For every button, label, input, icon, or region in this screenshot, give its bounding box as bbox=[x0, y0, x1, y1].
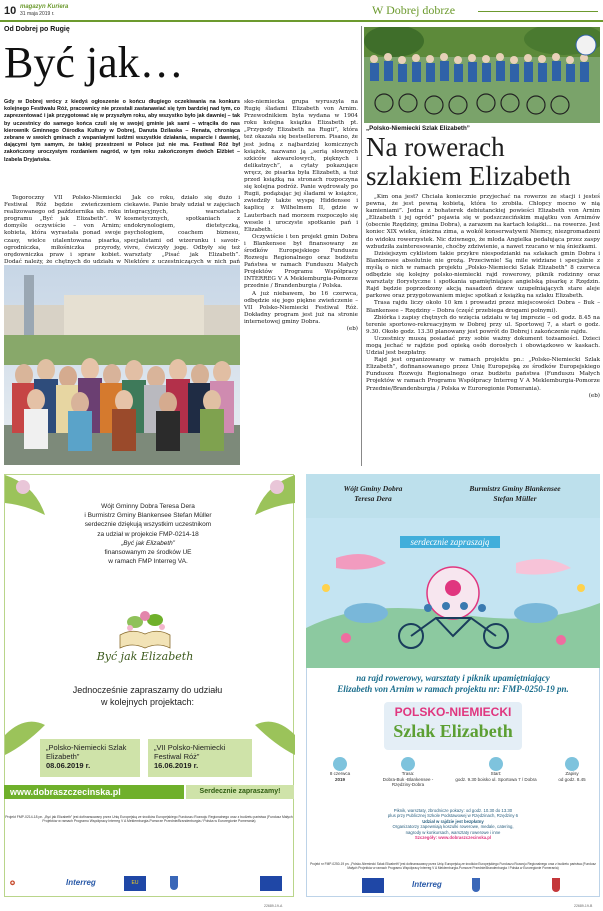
thanks-line: w ramach FMP Interreg VA. bbox=[108, 558, 188, 566]
section-rule bbox=[478, 11, 598, 12]
footer-line: Udział w rajdzie jest bezpłatny bbox=[422, 818, 484, 824]
author-signature: (eb) bbox=[346, 326, 358, 332]
coat-of-arms-icon-2 bbox=[552, 878, 560, 892]
eu-flag-icon: EU bbox=[124, 876, 146, 891]
rally-footer bbox=[310, 808, 596, 840]
paragraph: Dzisiejszym cyklistom takie przykre niespodzianki na szlakach gmin Dobra i Blankensee absolutnie nie grożą. Przeciwnie! Są mile widziane i specjalnie z myślą o nich w ramach projektu „Polsko-Niemiecki Szlak Elizabeth” 8 czerwca odbędzie się kolejny polsko-niemiecki rajd rowerowy, piknik rodzinny oraz warsztaty florystyczne i spotkania upamiętniające angielską pisarkę z Rzędzin. Rajd będzie poprzedzony akcją nasadzeń drzew uzupełniających stare aleje parkowe oraz przygotowaniem miejsc spotkań z książką na szlaku Elizabeth. bbox=[366, 250, 600, 300]
info-route bbox=[378, 757, 438, 788]
paragraph: Oczywiście i ten projekt gmin Dobra i Blankensee był finansowany ze środków Europejskiego Funduszu Rozwoju Regionalnego oraz budżetu Państwa w ramach Funduszu Małych Projektów Programu Współpracy INTERREG V A Meklemburgia-Pomorze przednie / Brandenburgia / Polska. bbox=[244, 233, 358, 290]
event-date: 16.06.2019 r. bbox=[154, 761, 199, 771]
page-number: 10 bbox=[4, 5, 17, 17]
article2-title: Na rowerach szlakiem Elizabeth bbox=[366, 132, 571, 191]
organizer-person: Teresa Dera bbox=[354, 494, 392, 503]
thanks-line: i Burmistrz Gminy Blankensee Stefan Müller bbox=[84, 512, 212, 520]
magazine-name: magazyn Kuriera bbox=[20, 4, 69, 10]
paragraph: Tegoroczny VII Polsko-Niemiecki Festiwal Róż będzie zwieńczeniem realizowanego od października ub. roku programu „Być jak Elizabeth”. W domyśle oczywiście – von Arnim; kobieta, która wyrastała ponad swoje czasy, wielce utalentowana pisarka, ogrodniczka, miłośniczka przyrody, orędowniczka praw i spraw kobiet. Dodać należy, że chętnych do udziału w bbox=[4, 195, 121, 265]
info-start bbox=[448, 757, 544, 782]
organizer-title: Burmistrz Gminy Blankensee bbox=[469, 484, 561, 493]
paragraph: Zbiórka i zapisy chętnych do wzięcia udziału w tej imprezie – od godz. 8.45 na terenie sportowo-rekreacyjnym w Dobrej przy ul. Sportowej 7, a start o godz. 9.30. Około godz. 13.30 planowany jest powrót do Dobrej i zakończenie rajdu. bbox=[366, 314, 600, 335]
footer-line: Piknik, warsztaty, zbrodnicze pokazy: od godz. 10.30 do 13.30 bbox=[393, 808, 513, 813]
coat-of-arms-icon bbox=[472, 878, 480, 892]
section-title: W Dobrej dobrze bbox=[372, 3, 456, 17]
paragraph: Trasa rajdu liczy około 10 km i prowadzi przez miejscowości Dobra – Buk – Blankensee – Rzędziny – Dobra (część przebiega drogami polnymi). bbox=[366, 300, 600, 314]
info-value: godz. 9.30 boisko ul. Sportowa 7 / Dobra bbox=[455, 776, 537, 782]
author-signature: (eb) bbox=[588, 392, 600, 399]
footer-line: Organizatorzy zapewniają koszulki rowerowe, medale, catering, bbox=[392, 824, 514, 830]
info-label: Trasa: bbox=[401, 771, 415, 776]
route-icon bbox=[401, 757, 415, 771]
info-value: od godz. 8.45 bbox=[558, 776, 586, 782]
badge-line-1: POLSKO-NIEMIECKI bbox=[394, 705, 512, 719]
paragraph: Rajd jest organizowany w ramach projektu pn.: „Polsko-Niemiecki Szlak Elizabeth”, dofinansowanego przez Unię Europejską ze środków Europejskiego Funduszu Rozwoju Regionalnego oraz budżetu państwa (Funduszu Małych Projektów w ramach Programu Współpracy Interreg V A Meklemburgia-Pomorze Przednie/Brandenburgia / Polska w Euroregionie Pomerania). bbox=[366, 357, 600, 392]
organizer-2 bbox=[440, 484, 590, 504]
ad-tag: 22689-19-B bbox=[574, 904, 593, 908]
eu-flag-icon-2 bbox=[260, 876, 282, 891]
footer-line: Szczegóły: www.dobraszczecinska.pl bbox=[414, 835, 492, 841]
clock-icon bbox=[489, 757, 503, 771]
article1-title: Być jak… bbox=[4, 38, 184, 87]
event-date: 08.06.2019 r. bbox=[46, 761, 91, 771]
thanks-line: serdecznie dziękują wszystkim uczestnikom bbox=[84, 521, 212, 529]
interreg-logo: Interreg bbox=[66, 878, 96, 887]
event-info-row bbox=[314, 757, 596, 805]
paragraph: Jak co roku, działo się dużo i ciekawie. Panie brały udział w zajęciach integracyjnych, warsztatach kosmetycznych, spotkaniach z endokrynologiem, dietetyczką, psychologiem, coachem biznesu, specjalistami od wizerunku i savoir-vivre, ćwiczyły jogę. Odbyły się też warsztaty „Pisać jak Elizabeth”. Niektóre z uczestniczących w nich pań bbox=[124, 195, 240, 265]
signup-icon bbox=[565, 757, 579, 771]
article1-column-3 bbox=[244, 99, 358, 333]
logo-text: Być jak Elizabeth bbox=[96, 650, 194, 663]
organizer-1 bbox=[318, 484, 428, 504]
description-line: Elizabeth von Arnim w ramach projektu nr: FMP-0250-19 pn. bbox=[337, 684, 569, 694]
invite-banner: serdecznie zapraszają bbox=[400, 536, 500, 548]
organizer-person: Stefan Müller bbox=[493, 494, 537, 503]
project-logo bbox=[80, 600, 210, 675]
paragraph: A już niebawem, bo 16 czerwca, odbędzie się jego piękne zwieńczenie – VII Polsko-Niemiecki Festiwal Róż. Dokładny program jest już na stronie internetowej gminy Dobra. bbox=[244, 290, 358, 325]
info-value: 2019 bbox=[334, 776, 345, 782]
group-photo bbox=[4, 265, 240, 465]
invite-line: w kolejnych projektach: bbox=[100, 696, 195, 707]
open-book-icon bbox=[80, 600, 210, 675]
thanks-message bbox=[18, 502, 278, 566]
paragraph: „Kim ona jest? Chciała koniecznie przyjechać na rowerze ze stacji i jesteś pewna, że jest pewną kobietą, która to zrobiła. Chłopcy mocno w nią kamieniami”. Jedna z bohaterek debiutanckiej powieści Elizabeth von Arnim „Elizabeth i jej ogród” pojawia się w podszczecińskim majątku von Arnimów (obecnie Rzędziny, gmina Dobra), a zarazem na kartach książki… na rowerze. Jest koniec XIX wieku, śnieżna zima, a wokół konserwatywni Niemcy, niezgromadzeni do widoku rowerzystek. Nic dziwnego, że młoda Angielka pedałująca przez zaspy wzbudziła zainteresowanie, choćby zdziwienie, a nawet rzucano w nią śnieżkami. bbox=[366, 194, 600, 250]
event-box-2 bbox=[148, 739, 252, 777]
issue-date: 31 maja 2019 r. bbox=[20, 11, 55, 17]
article1-kicker: Od Dobrej po Rugię bbox=[4, 26, 70, 33]
organizer-title: Wójt Gminy Dobra bbox=[343, 484, 403, 493]
info-label: Start: bbox=[490, 771, 502, 776]
funding-note: Projekt nr FMP-0250-19 pn. „Polsko-Niemiecki Szlak Elizabeth” jest dofinansowany przez Unię Europejską ze środków Europejskiego Funduszu Rozwoju Regionalnego oraz z budżetu państwa (Fundusz Małych Projektów w ramach Programu Współpracy Interreg V A Meklemburgia-Pomorze Przednie/Brandenburgia / Polska w Euroregionie Pomerania) bbox=[310, 862, 596, 870]
paragraph: Uczestnicy muszą posiadać przy sobie ważny dokument tożsamości. Dzieci mogą jechać w rajdzie pod opieką osób dorosłych i obowiązkowo w kaskach. Udział jest bezpłatny. bbox=[366, 335, 600, 357]
thanks-line: Wójt Gminny Dobra Teresa Dera bbox=[101, 503, 195, 510]
website-link[interactable]: www.dobraszczecinska.pl bbox=[4, 785, 184, 799]
info-label: Zapisy bbox=[565, 771, 579, 776]
thanks-line: za udział w projekcie FMP-0214-18 bbox=[97, 530, 199, 538]
article2-kicker: „Polsko-Niemiecki Szlak Elizabeth” bbox=[366, 125, 470, 132]
footer-line: plus przy Publicznej Szkole Podstawowej w Rzędzinach, Rzędziny 6 bbox=[387, 813, 519, 819]
ad-tag: 22689-19-A bbox=[264, 904, 283, 908]
column-divider bbox=[361, 26, 362, 466]
event-box-1 bbox=[40, 739, 140, 777]
info-signup bbox=[550, 757, 594, 782]
info-label: 8 czerwca bbox=[329, 771, 351, 776]
article1-lead: Gdy w Dobrej wrócy z kiedyś ogłoszenie o końcu długiego oczekiwania na konkurs kolejnego Festiwalu Róż, pracownicy nie przestali zastanawiać się tym bardziej nad tym, co zaprezentować i jak przygotować się w przyszłym roku, aby wszystko było jak dawniej – tak by uczestnicy do samego końca czuli się w swojej gminie jak sami – wtrąciła do nas kierownik Gminnego Ośrodka Kultury w Dobrej, Danuta Dzilaska – Renata, chroniąca zebrane w swoich gminach z wspaniałymi ludźmi wszystkie działania, wsparcie i dawniej, dającymi tym samym, że takiej przestrzeni w Polsce już nie ma. Festiwal Róż był zakończony uroczystym rozdaniem nagród, w tym roku zakończonym dwóch Elżbiet – Izabela Dryjańska. bbox=[4, 99, 240, 163]
info-date bbox=[318, 757, 362, 782]
thanks-line: finansowanym ze środków UE bbox=[104, 549, 192, 557]
event-name: „Polsko-Niemiecki Szlak Elizabeth” bbox=[46, 743, 127, 762]
rally-description bbox=[318, 673, 588, 695]
invitation-cta: Serdecznie zapraszamy! bbox=[186, 785, 294, 799]
event-name: „VII Polsko-Niemiecki Festiwal Róż” bbox=[154, 743, 226, 762]
eu-stars-icon: ✪ bbox=[10, 881, 16, 887]
invite-line: Jednocześnie zapraszamy do udziału bbox=[72, 685, 223, 695]
badge-line-2: Szlak Elizabeth bbox=[393, 721, 513, 741]
invite-text bbox=[30, 685, 265, 708]
paragraph: sko-niemiecka grupa wyruszyła na Rugię śladami Elizabeth von Arnim. Przewodnikiem była wydana w 1904 roku kolejna książka Elizabeth pt. „Przygody Elizabeth na Rugii”, która też okazała się bestsellerem. Pisano, że jest jedną z najbardziej komicznych książek, nazwano ją „serią słownych szkiców akwarelowych, pięknych i delikatnych”, a cytaty pokazujące wręcz, że pisarka była Elizabeth, a tuż przed książką na stronach rozpoczyna się kolejna podróż. Panie wędrowały po Rugii, podążając jej śladami w książce, zwiedziły także wyspę Hiddensee i kaplicę z Wilhelmem II, gdzie w Lauterbach nad morzem rozpoczęło się wesele i uroczyste spotkanie pań i Elizabeth. bbox=[244, 99, 358, 233]
footer-line: nagrody w konkursach, warsztaty rowerowe i inne bbox=[405, 829, 501, 835]
interreg-logo: Interreg bbox=[412, 880, 442, 889]
sponsor-logos-2 bbox=[312, 878, 596, 896]
cyclists-photo bbox=[364, 27, 600, 123]
article2-body bbox=[366, 194, 600, 400]
calendar-icon bbox=[333, 757, 347, 771]
thanks-line: „Być jak Elizabeth” bbox=[121, 539, 175, 547]
eu-flag-icon bbox=[362, 878, 384, 893]
funding-note: Projekt FMP-0214-18 pn. „Być jak Elizabeth” jest dofinansowany przez Unię Europejską ze środków Europejskiego Funduszu Rozwoju Regionalnego oraz z budżetu państwa (Fundusz Małych Projektów w ramach Programu Współpracy Interreg V A Meklemburgia-Pomorze Przednie/Brandenburgia / Polska w Euroregionie Pomerania) bbox=[5, 815, 293, 824]
description-line: na rajd rowerowy, warsztaty i piknik upamiętniający bbox=[356, 673, 550, 683]
sponsor-logos bbox=[10, 876, 290, 894]
info-value: Dobra-Buk -Blankensee -Rzędziny-Dobra bbox=[382, 776, 434, 787]
coat-of-arms-icon bbox=[170, 876, 178, 890]
